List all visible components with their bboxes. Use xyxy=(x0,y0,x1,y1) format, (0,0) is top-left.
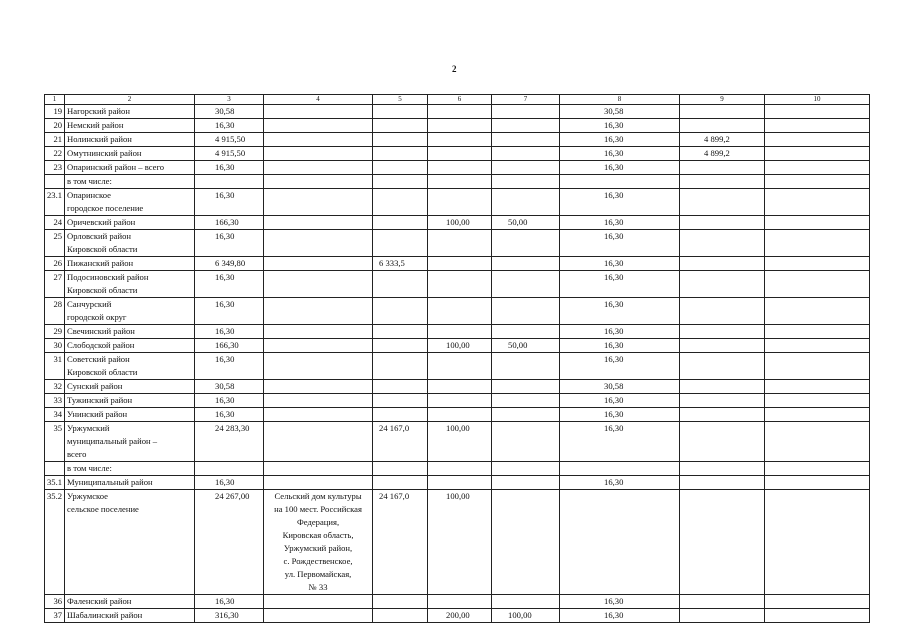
amount-col8-cell: 16,30 xyxy=(560,298,680,325)
amount-col5-cell xyxy=(373,325,428,339)
amount-col10-cell xyxy=(765,595,870,609)
amount-col8-cell: 16,30 xyxy=(560,147,680,161)
amount-col7-cell: 50,00 xyxy=(492,339,560,353)
amount-col5-cell xyxy=(373,230,428,257)
object-description-cell xyxy=(264,353,373,380)
object-description-cell xyxy=(264,339,373,353)
table-row xyxy=(45,408,870,422)
amount-col7-cell xyxy=(492,298,560,325)
amount-col6-cell: 100,00 xyxy=(428,216,492,230)
territory-name-cell: Пижанский район xyxy=(65,257,195,271)
amount-total-cell: 16,30 xyxy=(195,189,264,216)
object-description-cell xyxy=(264,147,373,161)
amount-col7-cell: 50,00 xyxy=(492,216,560,230)
amount-col10-cell xyxy=(765,230,870,257)
amount-col9-cell xyxy=(680,230,765,257)
amount-col8-cell: 16,30 xyxy=(560,595,680,609)
row-number-cell: 35.1 xyxy=(45,476,65,490)
amount-col9-cell xyxy=(680,380,765,394)
row-number-cell: 28 xyxy=(45,298,65,325)
object-description-cell xyxy=(264,175,373,189)
amount-total-cell: 166,30 xyxy=(195,216,264,230)
territory-name-cell: Уржумский муниципальный район – всего xyxy=(65,422,195,462)
table-row xyxy=(45,353,870,380)
territory-name-cell: Опаринское городское поселение xyxy=(65,189,195,216)
amount-total-cell: 16,30 xyxy=(195,119,264,133)
amount-col9-cell xyxy=(680,609,765,623)
amount-col10-cell xyxy=(765,394,870,408)
amount-col8-cell: 16,30 xyxy=(560,339,680,353)
table-row xyxy=(45,161,870,175)
row-number-cell: 27 xyxy=(45,271,65,298)
amount-col7-cell xyxy=(492,490,560,595)
page-number: 2 xyxy=(452,64,457,74)
table-row xyxy=(45,595,870,609)
amount-col6-cell xyxy=(428,462,492,476)
amount-total-cell: 16,30 xyxy=(195,353,264,380)
territory-name-cell: Уржумское сельское поселение xyxy=(65,490,195,595)
table-row xyxy=(45,189,870,216)
amount-total-cell: 16,30 xyxy=(195,325,264,339)
amount-col10-cell xyxy=(765,422,870,462)
row-number-cell: 35.2 xyxy=(45,490,65,595)
row-number-cell: 20 xyxy=(45,119,65,133)
amount-col9-cell xyxy=(680,119,765,133)
row-number-cell xyxy=(45,462,65,476)
territory-name-cell: Подосиновский район Кировской области xyxy=(65,271,195,298)
amount-col9-cell xyxy=(680,175,765,189)
table-row xyxy=(45,119,870,133)
table-row xyxy=(45,380,870,394)
amount-col10-cell xyxy=(765,476,870,490)
amount-col9-cell xyxy=(680,298,765,325)
amount-total-cell: 16,30 xyxy=(195,476,264,490)
amount-total-cell: 30,58 xyxy=(195,105,264,119)
amount-total-cell: 166,30 xyxy=(195,339,264,353)
table-row xyxy=(45,147,870,161)
amount-col7-cell xyxy=(492,353,560,380)
amount-col10-cell xyxy=(765,325,870,339)
row-number-cell: 37 xyxy=(45,609,65,623)
amount-col6-cell xyxy=(428,380,492,394)
amount-col9-cell xyxy=(680,325,765,339)
header-row xyxy=(45,95,870,105)
table-row xyxy=(45,490,870,595)
amount-col6-cell xyxy=(428,105,492,119)
amount-col5-cell xyxy=(373,408,428,422)
amount-col8-cell: 16,30 xyxy=(560,189,680,216)
amount-col7-cell xyxy=(492,394,560,408)
territory-name-cell: Орловский район Кировской области xyxy=(65,230,195,257)
territory-name-cell: Сунский район xyxy=(65,380,195,394)
territory-name-cell: Свечинский район xyxy=(65,325,195,339)
row-number-cell: 23 xyxy=(45,161,65,175)
amount-total-cell: 4 915,50 xyxy=(195,147,264,161)
table-row xyxy=(45,257,870,271)
amount-col10-cell xyxy=(765,161,870,175)
amount-col6-cell: 100,00 xyxy=(428,422,492,462)
row-number-cell: 24 xyxy=(45,216,65,230)
amount-col10-cell xyxy=(765,147,870,161)
territory-name-cell: Слободской район xyxy=(65,339,195,353)
table-row xyxy=(45,105,870,119)
amount-col8-cell: 16,30 xyxy=(560,119,680,133)
amount-col8-cell: 16,30 xyxy=(560,230,680,257)
amount-col6-cell xyxy=(428,175,492,189)
row-number-cell: 21 xyxy=(45,133,65,147)
amount-col6-cell xyxy=(428,133,492,147)
amount-col9-cell xyxy=(680,271,765,298)
object-description-cell xyxy=(264,476,373,490)
row-number-cell: 35 xyxy=(45,422,65,462)
row-number-cell: 30 xyxy=(45,339,65,353)
amount-col10-cell xyxy=(765,189,870,216)
object-description-cell xyxy=(264,230,373,257)
amount-col6-cell xyxy=(428,257,492,271)
amount-col10-cell xyxy=(765,105,870,119)
table-row xyxy=(45,175,870,189)
amount-col7-cell xyxy=(492,462,560,476)
amount-col5-cell xyxy=(373,147,428,161)
amount-col9-cell: 4 899,2 xyxy=(680,147,765,161)
table-row xyxy=(45,325,870,339)
amount-col6-cell: 200,00 xyxy=(428,609,492,623)
object-description-cell: Сельский дом культуры на 100 мест. Российская Федерация, Кировская область, Уржумский район, с. Рождественское, ул. Первомайская, № 33 xyxy=(264,490,373,595)
amount-col5-cell xyxy=(373,339,428,353)
amount-col8-cell: 16,30 xyxy=(560,476,680,490)
amount-col8-cell: 16,30 xyxy=(560,422,680,462)
amount-col9-cell xyxy=(680,105,765,119)
amount-total-cell: 16,30 xyxy=(195,298,264,325)
amount-total-cell: 6 349,80 xyxy=(195,257,264,271)
row-number-cell: 34 xyxy=(45,408,65,422)
amount-col9-cell xyxy=(680,189,765,216)
amount-total-cell: 24 283,30 xyxy=(195,422,264,462)
amount-col6-cell xyxy=(428,119,492,133)
table-row xyxy=(45,216,870,230)
table-row xyxy=(45,422,870,462)
row-number-cell: 19 xyxy=(45,105,65,119)
amount-col5-cell xyxy=(373,105,428,119)
row-number-cell: 26 xyxy=(45,257,65,271)
amount-total-cell xyxy=(195,462,264,476)
row-number-cell: 29 xyxy=(45,325,65,339)
row-number-cell: 32 xyxy=(45,380,65,394)
amount-col6-cell xyxy=(428,298,492,325)
amount-col8-cell: 16,30 xyxy=(560,216,680,230)
object-description-cell xyxy=(264,105,373,119)
amount-col10-cell xyxy=(765,408,870,422)
amount-col10-cell xyxy=(765,271,870,298)
amount-col9-cell xyxy=(680,394,765,408)
object-description-cell xyxy=(264,133,373,147)
amount-col7-cell xyxy=(492,119,560,133)
territory-name-cell: в том числе: xyxy=(65,462,195,476)
territory-name-cell: Нагорский район xyxy=(65,105,195,119)
amount-col10-cell xyxy=(765,257,870,271)
amount-col9-cell xyxy=(680,216,765,230)
amount-col9-cell xyxy=(680,339,765,353)
amount-total-cell: 316,30 xyxy=(195,609,264,623)
amount-col5-cell xyxy=(373,609,428,623)
amount-col5-cell xyxy=(373,298,428,325)
header-cell: 6 xyxy=(428,95,492,105)
amount-col6-cell: 100,00 xyxy=(428,490,492,595)
territory-name-cell: Советский район Кировской области xyxy=(65,353,195,380)
amount-col10-cell xyxy=(765,609,870,623)
amount-col5-cell xyxy=(373,476,428,490)
amount-col7-cell xyxy=(492,105,560,119)
amount-total-cell xyxy=(195,175,264,189)
amount-col10-cell xyxy=(765,462,870,476)
territory-name-cell: Шабалинский район xyxy=(65,609,195,623)
amount-col6-cell xyxy=(428,353,492,380)
amount-col7-cell xyxy=(492,380,560,394)
header-cell: 2 xyxy=(65,95,195,105)
table-row xyxy=(45,230,870,257)
object-description-cell xyxy=(264,216,373,230)
header-cell: 4 xyxy=(264,95,373,105)
amount-col5-cell xyxy=(373,133,428,147)
amount-col9-cell xyxy=(680,490,765,595)
territory-name-cell: Санчурский городской округ xyxy=(65,298,195,325)
object-description-cell xyxy=(264,595,373,609)
row-number-cell: 31 xyxy=(45,353,65,380)
table-row xyxy=(45,133,870,147)
amount-col8-cell: 16,30 xyxy=(560,609,680,623)
amount-col7-cell xyxy=(492,408,560,422)
amount-col9-cell: 4 899,2 xyxy=(680,133,765,147)
amount-col10-cell xyxy=(765,133,870,147)
table-row xyxy=(45,476,870,490)
amount-col10-cell xyxy=(765,298,870,325)
territory-name-cell: Муниципальный район xyxy=(65,476,195,490)
object-description-cell xyxy=(264,119,373,133)
amount-col8-cell: 16,30 xyxy=(560,257,680,271)
amount-col8-cell: 30,58 xyxy=(560,380,680,394)
amount-col6-cell xyxy=(428,161,492,175)
object-description-cell xyxy=(264,257,373,271)
table-row xyxy=(45,609,870,623)
header-cell: 3 xyxy=(195,95,264,105)
amount-col9-cell xyxy=(680,353,765,380)
amount-col10-cell xyxy=(765,353,870,380)
amount-col6-cell xyxy=(428,476,492,490)
amount-col8-cell: 16,30 xyxy=(560,271,680,298)
amount-col7-cell xyxy=(492,422,560,462)
territory-name-cell: Опаринский район – всего xyxy=(65,161,195,175)
amount-total-cell: 16,30 xyxy=(195,161,264,175)
amount-col5-cell xyxy=(373,380,428,394)
amount-total-cell: 16,30 xyxy=(195,394,264,408)
amount-col5-cell xyxy=(373,462,428,476)
territory-name-cell: Тужинский район xyxy=(65,394,195,408)
amount-col9-cell xyxy=(680,462,765,476)
header-cell: 8 xyxy=(560,95,680,105)
amount-col6-cell xyxy=(428,595,492,609)
amount-col7-cell xyxy=(492,133,560,147)
object-description-cell xyxy=(264,609,373,623)
territory-name-cell: Немский район xyxy=(65,119,195,133)
amount-total-cell: 4 915,50 xyxy=(195,133,264,147)
territory-name-cell: Оричевский район xyxy=(65,216,195,230)
header-cell: 10 xyxy=(765,95,870,105)
amount-col7-cell xyxy=(492,476,560,490)
amount-col10-cell xyxy=(765,490,870,595)
amount-col7-cell xyxy=(492,189,560,216)
amount-col10-cell xyxy=(765,339,870,353)
amount-col9-cell xyxy=(680,595,765,609)
object-description-cell xyxy=(264,380,373,394)
amount-col9-cell xyxy=(680,422,765,462)
table-row xyxy=(45,298,870,325)
amount-col8-cell: 16,30 xyxy=(560,394,680,408)
row-number-cell: 22 xyxy=(45,147,65,161)
amount-col7-cell xyxy=(492,325,560,339)
header-cell: 7 xyxy=(492,95,560,105)
amount-total-cell: 24 267,00 xyxy=(195,490,264,595)
amount-col10-cell xyxy=(765,216,870,230)
amount-col7-cell xyxy=(492,175,560,189)
amount-col6-cell xyxy=(428,408,492,422)
amount-col7-cell xyxy=(492,595,560,609)
amount-col8-cell: 30,58 xyxy=(560,105,680,119)
amount-total-cell: 30,58 xyxy=(195,380,264,394)
amount-col7-cell xyxy=(492,271,560,298)
table-row xyxy=(45,339,870,353)
amount-col10-cell xyxy=(765,175,870,189)
amount-col5-cell xyxy=(373,353,428,380)
object-description-cell xyxy=(264,462,373,476)
amount-col5-cell xyxy=(373,216,428,230)
amount-col8-cell xyxy=(560,490,680,595)
amount-col10-cell xyxy=(765,380,870,394)
amount-col5-cell xyxy=(373,175,428,189)
object-description-cell xyxy=(264,189,373,216)
amount-col5-cell xyxy=(373,161,428,175)
amount-col6-cell: 100,00 xyxy=(428,339,492,353)
amount-col8-cell: 16,30 xyxy=(560,325,680,339)
amount-col7-cell xyxy=(492,147,560,161)
amount-col5-cell xyxy=(373,271,428,298)
amount-col5-cell xyxy=(373,394,428,408)
header-cell: 9 xyxy=(680,95,765,105)
amount-col8-cell: 16,30 xyxy=(560,408,680,422)
row-number-cell: 36 xyxy=(45,595,65,609)
amount-col10-cell xyxy=(765,119,870,133)
allocation-table xyxy=(44,94,870,623)
row-number-cell xyxy=(45,175,65,189)
amount-total-cell: 16,30 xyxy=(195,230,264,257)
amount-col6-cell xyxy=(428,394,492,408)
territory-name-cell: Унинский район xyxy=(65,408,195,422)
amount-col7-cell xyxy=(492,161,560,175)
amount-col9-cell xyxy=(680,257,765,271)
amount-col8-cell xyxy=(560,175,680,189)
amount-col6-cell xyxy=(428,325,492,339)
object-description-cell xyxy=(264,161,373,175)
amount-col5-cell: 24 167,0 xyxy=(373,490,428,595)
object-description-cell xyxy=(264,298,373,325)
territory-name-cell: в том числе: xyxy=(65,175,195,189)
amount-col9-cell xyxy=(680,161,765,175)
row-number-cell: 33 xyxy=(45,394,65,408)
amount-col6-cell xyxy=(428,147,492,161)
amount-col7-cell: 100,00 xyxy=(492,609,560,623)
amount-col8-cell: 16,30 xyxy=(560,161,680,175)
amount-col5-cell xyxy=(373,595,428,609)
table-row xyxy=(45,462,870,476)
amount-col5-cell: 6 333,5 xyxy=(373,257,428,271)
amount-col6-cell xyxy=(428,230,492,257)
object-description-cell xyxy=(264,325,373,339)
amount-col9-cell xyxy=(680,408,765,422)
amount-col5-cell xyxy=(373,119,428,133)
header-cell: 5 xyxy=(373,95,428,105)
header-cell: 1 xyxy=(45,95,65,105)
territory-name-cell: Фаленский район xyxy=(65,595,195,609)
object-description-cell xyxy=(264,408,373,422)
amount-col8-cell: 16,30 xyxy=(560,133,680,147)
amount-col8-cell: 16,30 xyxy=(560,353,680,380)
row-number-cell: 25 xyxy=(45,230,65,257)
object-description-cell xyxy=(264,394,373,408)
territory-name-cell: Омутнинский район xyxy=(65,147,195,161)
amount-col5-cell xyxy=(373,189,428,216)
table-row xyxy=(45,394,870,408)
amount-col8-cell xyxy=(560,462,680,476)
amount-total-cell: 16,30 xyxy=(195,595,264,609)
amount-col7-cell xyxy=(492,257,560,271)
row-number-cell: 23.1 xyxy=(45,189,65,216)
object-description-cell xyxy=(264,422,373,462)
amount-col7-cell xyxy=(492,230,560,257)
amount-col9-cell xyxy=(680,476,765,490)
territory-name-cell: Нолинский район xyxy=(65,133,195,147)
object-description-cell xyxy=(264,271,373,298)
table-row xyxy=(45,271,870,298)
amount-col6-cell xyxy=(428,189,492,216)
amount-col6-cell xyxy=(428,271,492,298)
amount-total-cell: 16,30 xyxy=(195,271,264,298)
amount-col5-cell: 24 167,0 xyxy=(373,422,428,462)
amount-total-cell: 16,30 xyxy=(195,408,264,422)
